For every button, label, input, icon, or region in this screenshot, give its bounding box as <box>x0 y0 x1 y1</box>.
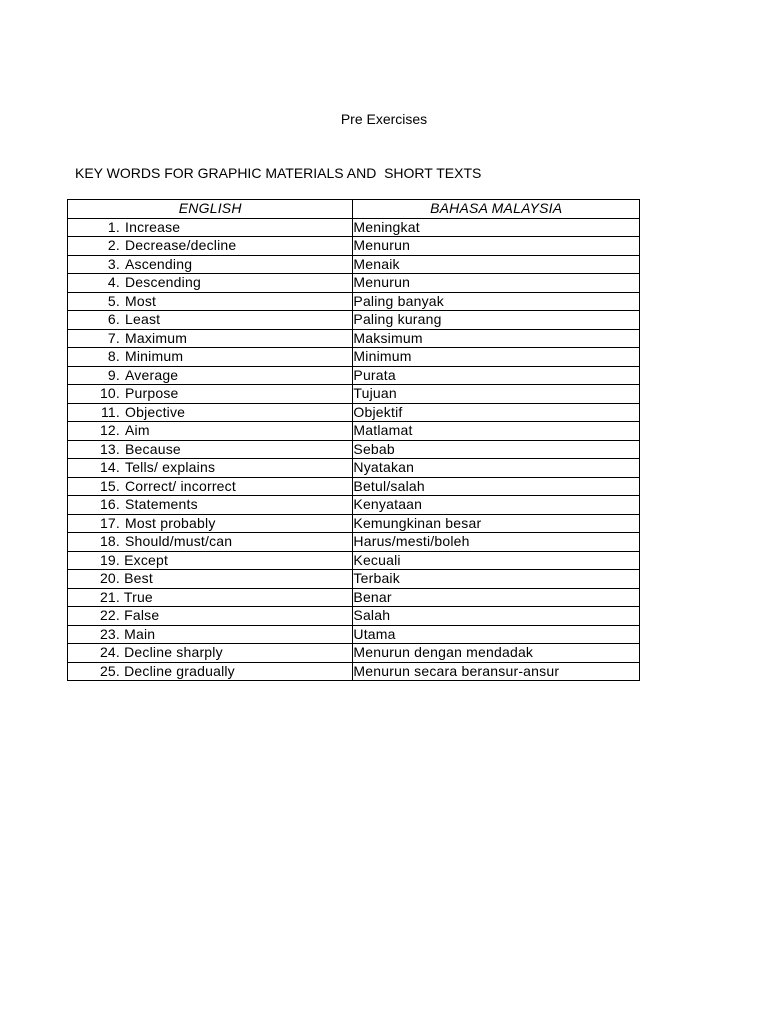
table-row <box>68 440 640 459</box>
english-term-cell <box>68 440 353 459</box>
english-term: Least <box>125 311 161 328</box>
english-term-cell <box>68 570 353 589</box>
malay-term-cell: Kemungkinan besar <box>353 514 640 533</box>
english-term-cell <box>68 533 353 552</box>
table-row <box>68 385 640 404</box>
english-term-cell <box>68 662 353 681</box>
english-term-cell <box>68 237 353 256</box>
table-row <box>68 237 640 256</box>
english-term-cell <box>68 551 353 570</box>
table-row <box>68 403 640 422</box>
row-number: 6. <box>107 311 120 328</box>
row-number: 25. <box>99 662 120 679</box>
english-term: Purpose <box>125 385 179 402</box>
vocabulary-table <box>67 199 640 681</box>
english-term-cell <box>68 311 353 330</box>
english-term: Tells/ explains <box>125 459 216 476</box>
row-number: 1. <box>107 218 120 235</box>
english-term-cell <box>68 274 353 293</box>
malay-term-cell: Kecuali <box>353 551 640 570</box>
english-term: Best <box>124 570 153 587</box>
row-number: 9. <box>107 366 120 383</box>
malay-term-cell: Matlamat <box>353 422 640 441</box>
row-number: 8. <box>107 348 120 365</box>
english-term: Minimum <box>125 348 184 365</box>
table-row <box>68 588 640 607</box>
table-row <box>68 366 640 385</box>
malay-term-cell: Menaik <box>353 255 640 274</box>
table-header-row <box>68 200 640 219</box>
english-term: Decrease/decline <box>125 237 237 254</box>
malay-term-cell: Sebab <box>353 440 640 459</box>
row-number: 17. <box>99 514 120 531</box>
english-term: Most probably <box>125 514 216 531</box>
english-term: Increase <box>125 218 181 235</box>
row-number: 7. <box>107 329 120 346</box>
row-number: 15. <box>99 477 120 494</box>
row-number: 23. <box>99 625 120 642</box>
row-number: 13. <box>99 440 120 457</box>
table-row <box>68 662 640 681</box>
malay-term-cell: Menurun secara beransur-ansur <box>353 662 640 681</box>
table-row <box>68 329 640 348</box>
english-term: Average <box>125 366 179 383</box>
row-number: 11. <box>100 403 120 420</box>
english-term: Because <box>125 440 181 457</box>
malay-term-cell: Menurun <box>353 274 640 293</box>
malay-term-cell: Paling kurang <box>353 311 640 330</box>
table-body <box>68 218 640 681</box>
table-row <box>68 477 640 496</box>
malay-term-cell: Nyatakan <box>353 459 640 478</box>
row-number: 24. <box>99 644 120 661</box>
malay-term-cell: Tujuan <box>353 385 640 404</box>
row-number: 5. <box>107 292 120 309</box>
row-number: 19. <box>99 551 120 568</box>
table-row <box>68 625 640 644</box>
malay-term-cell: Objektif <box>353 403 640 422</box>
english-term-cell <box>68 477 353 496</box>
malay-term-cell: Salah <box>353 607 640 626</box>
english-term-cell <box>68 385 353 404</box>
english-term: Should/must/can <box>125 533 233 550</box>
english-term: True <box>123 588 153 605</box>
english-term: Main <box>124 625 156 642</box>
english-term-cell <box>68 403 353 422</box>
malay-term-cell: Paling banyak <box>353 292 640 311</box>
english-term: Most <box>125 292 157 309</box>
english-term-cell <box>68 625 353 644</box>
table-row <box>68 218 640 237</box>
malay-term-cell: Menurun <box>353 237 640 256</box>
page-title: Pre Exercises <box>340 111 428 127</box>
english-term-cell <box>68 496 353 515</box>
english-term: Ascending <box>125 255 193 272</box>
malay-term-cell: Kenyataan <box>353 496 640 515</box>
english-term-cell <box>68 588 353 607</box>
row-number: 20. <box>99 570 120 587</box>
row-number: 18. <box>99 533 120 550</box>
english-term-cell <box>68 644 353 663</box>
malay-term-cell: Minimum <box>353 348 640 367</box>
table-row <box>68 644 640 663</box>
row-number: 22. <box>99 607 120 624</box>
english-term-cell <box>68 607 353 626</box>
row-number: 4. <box>107 274 120 291</box>
english-term-cell <box>68 459 353 478</box>
table-row <box>68 533 640 552</box>
english-term: Except <box>124 551 169 568</box>
english-term: Decline gradually <box>124 662 235 679</box>
english-term-cell <box>68 329 353 348</box>
table-row <box>68 292 640 311</box>
row-number: 2. <box>107 237 120 254</box>
malay-term-cell: Terbaik <box>353 570 640 589</box>
column-header-english: ENGLISH <box>68 200 353 219</box>
english-term: Objective <box>125 403 186 420</box>
column-header-bahasa-malaysia: BAHASA MALAYSIA <box>353 200 640 219</box>
table-row <box>68 459 640 478</box>
english-term: False <box>124 607 160 624</box>
malay-term-cell: Meningkat <box>353 218 640 237</box>
malay-term-cell: Utama <box>353 625 640 644</box>
row-number: 16. <box>99 496 120 513</box>
row-number: 12. <box>99 422 120 439</box>
english-term: Correct/ incorrect <box>125 477 236 494</box>
row-number: 14. <box>99 459 120 476</box>
malay-term-cell: Harus/mesti/boleh <box>353 533 640 552</box>
english-term: Decline sharply <box>124 644 223 661</box>
malay-term-cell: Betul/salah <box>353 477 640 496</box>
malay-term-cell: Benar <box>353 588 640 607</box>
table-row <box>68 255 640 274</box>
malay-term-cell: Menurun dengan mendadak <box>353 644 640 663</box>
table-row <box>68 496 640 515</box>
english-term-cell <box>68 366 353 385</box>
table-row <box>68 570 640 589</box>
table-row <box>68 274 640 293</box>
malay-term-cell: Purata <box>353 366 640 385</box>
english-term-cell <box>68 255 353 274</box>
english-term: Statements <box>125 496 198 513</box>
row-number: 10. <box>99 385 120 402</box>
malay-term-cell: Maksimum <box>353 329 640 348</box>
english-term: Descending <box>125 274 201 291</box>
english-term-cell <box>68 514 353 533</box>
table-row <box>68 551 640 570</box>
section-heading: KEY WORDS FOR GRAPHIC MATERIALS AND SHORT TEXTS <box>75 165 482 181</box>
table-row <box>68 311 640 330</box>
row-number: 21. <box>99 588 120 605</box>
english-term-cell <box>68 218 353 237</box>
english-term-cell <box>68 292 353 311</box>
english-term-cell <box>68 422 353 441</box>
english-term: Aim <box>125 422 150 439</box>
table-row <box>68 348 640 367</box>
row-number: 3. <box>107 255 120 272</box>
english-term-cell <box>68 348 353 367</box>
table-row <box>68 514 640 533</box>
table-row <box>68 607 640 626</box>
english-term: Maximum <box>125 329 188 346</box>
table-row <box>68 422 640 441</box>
